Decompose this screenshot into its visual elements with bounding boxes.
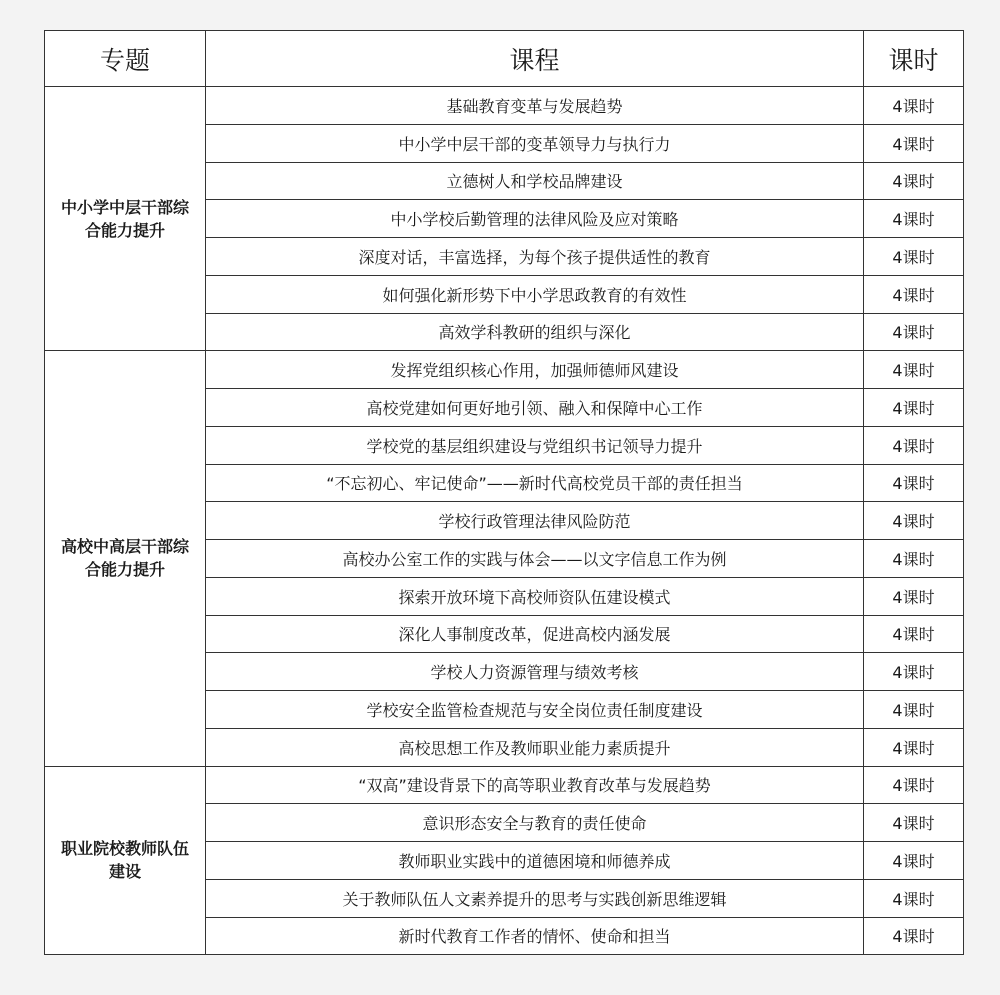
course-column-header: 课程: [206, 31, 864, 87]
course-hours-cell: 4课时: [864, 691, 964, 729]
course-hours-cell: 4课时: [864, 351, 964, 389]
course-hours-cell: 4课时: [864, 540, 964, 578]
course-hours-cell: 4课时: [864, 917, 964, 955]
course-schedule-table: [44, 30, 964, 955]
course-name-cell: 高校党建如何更好地引领、融入和保障中心工作: [206, 389, 864, 427]
table-body: [45, 87, 964, 955]
course-hours-cell: 4课时: [864, 200, 964, 238]
course-hours-cell: 4课时: [864, 87, 964, 125]
table-row: [45, 766, 964, 804]
topic-column-header: 专题: [45, 31, 206, 87]
course-hours-cell: 4课时: [864, 238, 964, 276]
course-hours-cell: 4课时: [864, 615, 964, 653]
table-row: [45, 351, 964, 389]
course-name-cell: 学校行政管理法律风险防范: [206, 502, 864, 540]
topic-cell: 职业院校教师队伍建设: [45, 766, 206, 955]
course-name-cell: 深化人事制度改革，促进高校内涵发展: [206, 615, 864, 653]
course-hours-cell: 4课时: [864, 275, 964, 313]
course-name-cell: 教师职业实践中的道德困境和师德养成: [206, 842, 864, 880]
course-name-cell: 立德树人和学校品牌建设: [206, 162, 864, 200]
hours-column-header: 课时: [864, 31, 964, 87]
course-name-cell: 中小学中层干部的变革领导力与执行力: [206, 124, 864, 162]
course-name-cell: 高效学科教研的组织与深化: [206, 313, 864, 351]
course-hours-cell: 4课时: [864, 313, 964, 351]
course-hours-cell: 4课时: [864, 879, 964, 917]
course-name-cell: “不忘初心、牢记使命”——新时代高校党员干部的责任担当: [206, 464, 864, 502]
course-hours-cell: 4课时: [864, 804, 964, 842]
course-hours-cell: 4课时: [864, 502, 964, 540]
course-name-cell: “双高”建设背景下的高等职业教育改革与发展趋势: [206, 766, 864, 804]
course-name-cell: 学校人力资源管理与绩效考核: [206, 653, 864, 691]
course-name-cell: 关于教师队伍人文素养提升的思考与实践创新思维逻辑: [206, 879, 864, 917]
course-name-cell: 如何强化新形势下中小学思政教育的有效性: [206, 275, 864, 313]
course-hours-cell: 4课时: [864, 124, 964, 162]
topic-cell: 中小学中层干部综合能力提升: [45, 87, 206, 351]
course-name-cell: 深度对话，丰富选择，为每个孩子提供适性的教育: [206, 238, 864, 276]
course-name-cell: 中小学校后勤管理的法律风险及应对策略: [206, 200, 864, 238]
course-hours-cell: 4课时: [864, 389, 964, 427]
course-name-cell: 新时代教育工作者的情怀、使命和担当: [206, 917, 864, 955]
course-name-cell: 高校办公室工作的实践与体会——以文字信息工作为例: [206, 540, 864, 578]
course-hours-cell: 4课时: [864, 766, 964, 804]
course-hours-cell: 4课时: [864, 728, 964, 766]
course-name-cell: 探索开放环境下高校师资队伍建设模式: [206, 577, 864, 615]
course-hours-cell: 4课时: [864, 577, 964, 615]
topic-cell: 高校中高层干部综合能力提升: [45, 351, 206, 766]
header-row: [45, 31, 964, 87]
course-hours-cell: 4课时: [864, 653, 964, 691]
table-row: [45, 87, 964, 125]
course-name-cell: 高校思想工作及教师职业能力素质提升: [206, 728, 864, 766]
course-hours-cell: 4课时: [864, 162, 964, 200]
course-name-cell: 学校安全监管检查规范与安全岗位责任制度建设: [206, 691, 864, 729]
course-name-cell: 发挥党组织核心作用，加强师德师风建设: [206, 351, 864, 389]
course-name-cell: 基础教育变革与发展趋势: [206, 87, 864, 125]
course-hours-cell: 4课时: [864, 464, 964, 502]
course-hours-cell: 4课时: [864, 426, 964, 464]
course-name-cell: 学校党的基层组织建设与党组织书记领导力提升: [206, 426, 864, 464]
course-name-cell: 意识形态安全与教育的责任使命: [206, 804, 864, 842]
course-hours-cell: 4课时: [864, 842, 964, 880]
